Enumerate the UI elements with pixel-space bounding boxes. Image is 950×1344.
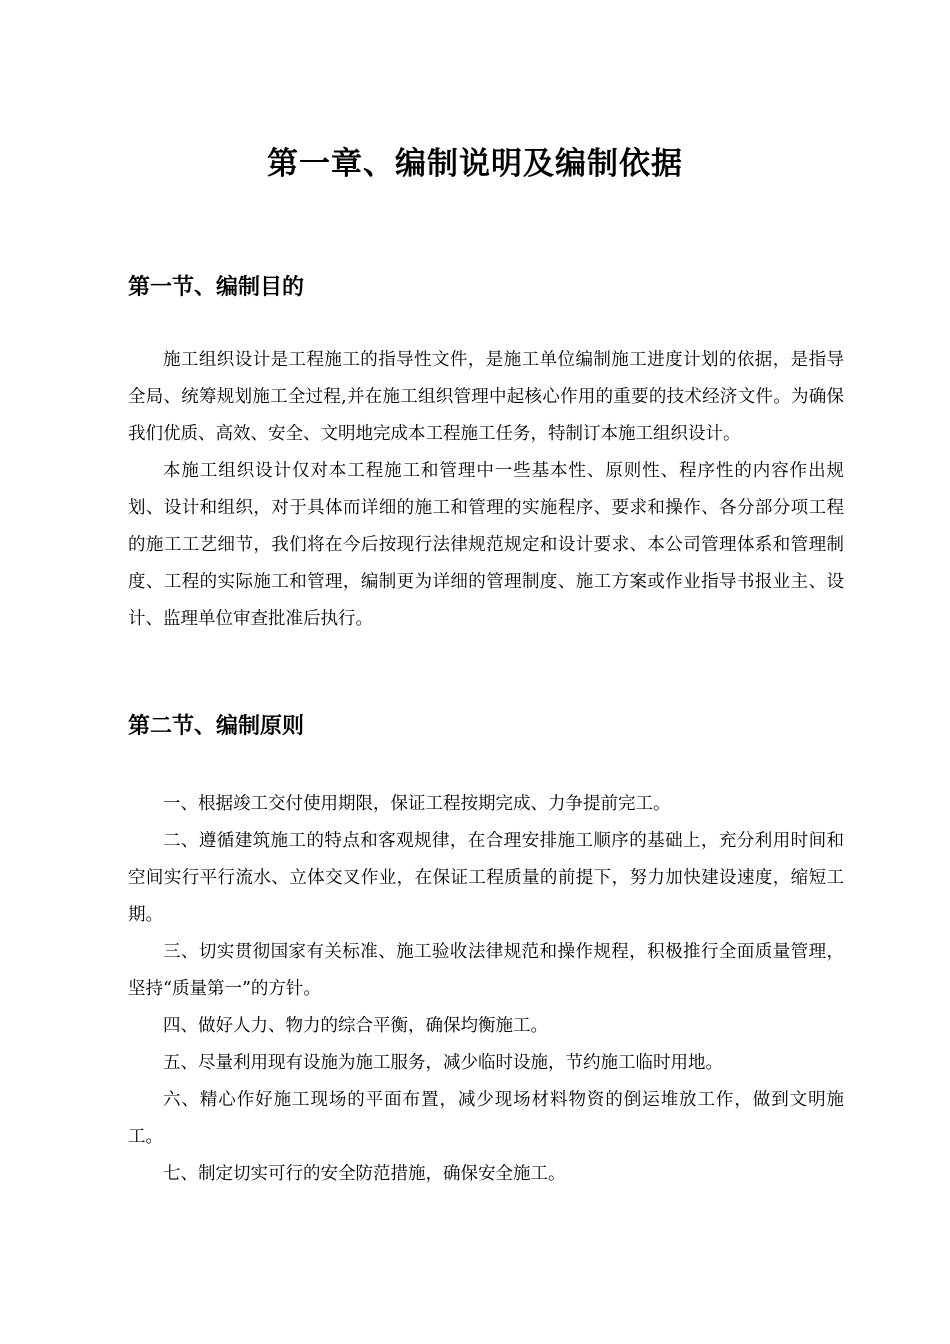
section-title-principles: 第二节、编制原则 xyxy=(128,714,305,739)
list-item: 三、切实贯彻国家有关标准、施工验收法律规范和操作规程，积极推行全面质量管理，坚持“质量第一”的方针。 xyxy=(128,942,844,999)
section-body-purpose xyxy=(128,342,844,638)
chapter-title: 第一章、编制说明及编制依据 xyxy=(267,146,683,182)
paragraph: 本施工组织设计仅对本工程施工和管理中一些基本性、原则性、程序性的内容作出规划、设计和组织，对于具体而详细的施工和管理的实施程序、要求和操作、各分部分项工程的施工工艺细节，我们将在今后按现行法律规范规定和设计要求、本公司管理体系和管理制度、工程的实际施工和管理，编制更为详细的管理制度、施工方案或作业指导书报业主、设计、监理单位审查批准后执行。 xyxy=(128,461,844,629)
list-item: 四、做好人力、物力的综合平衡，确保均衡施工。 xyxy=(163,1016,548,1036)
paragraph: 施工组织设计是工程施工的指导性文件，是施工单位编制施工进度计划的依据，是指导全局、统筹规划施工全过程,并在施工组织管理中起核心作用的重要的技术经济文件。为确保我们优质、高效、安全、文明地完成本工程施工任务，特制订本施工组织设计。 xyxy=(128,350,844,444)
list-item: 六、精心作好施工现场的平面布置，减少现场材料物资的倒运堆放工作，做到文明施工。 xyxy=(128,1090,844,1147)
list-item: 二、遵循建筑施工的特点和客观规律，在合理安排施工顺序的基础上，充分利用时间和空间实行平行流水、立体交叉作业，在保证工程质量的前提下，努力加快建设速度，缩短工期。 xyxy=(128,831,844,925)
section-title-purpose: 第一节、编制目的 xyxy=(128,275,305,300)
section-body-principles xyxy=(128,786,844,1193)
list-item: 五、尽量利用现有设施为施工服务，减少临时设施，节约施工临时用地。 xyxy=(163,1053,723,1073)
list-item: 七、制定切实可行的安全防范措施，确保安全施工。 xyxy=(163,1164,566,1184)
list-item: 一、根据竣工交付使用期限，保证工程按期完成、力争提前完工。 xyxy=(163,794,671,814)
